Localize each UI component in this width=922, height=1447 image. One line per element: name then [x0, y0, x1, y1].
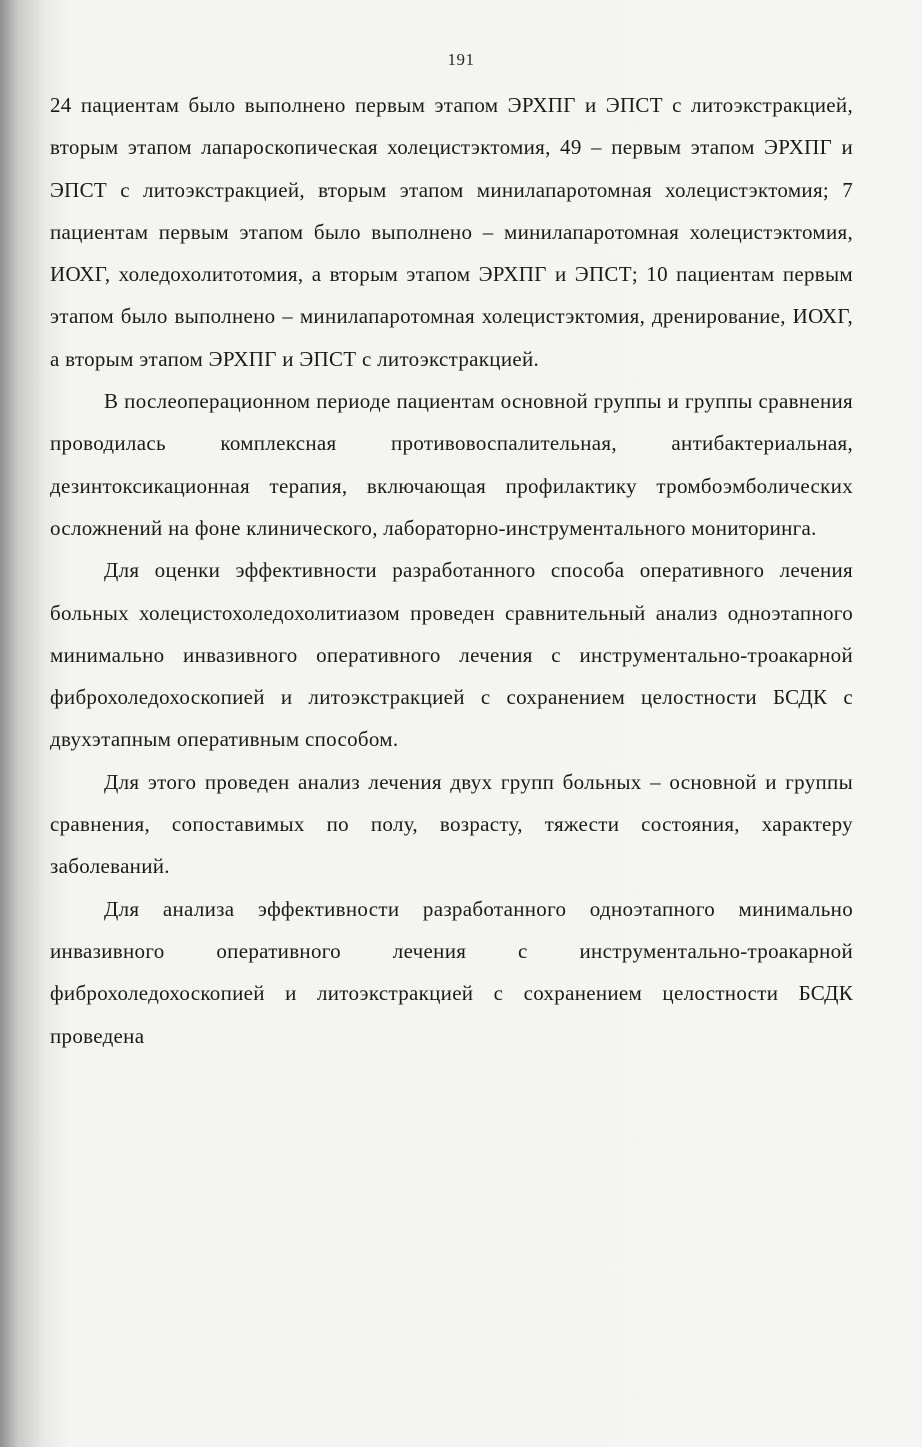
- paragraph-3: Для оценки эффективности разработанного способа оперативного лечения больных холецистохоледохолитиазом проведен сравнительный анализ одноэтапного минимально инвазивного оперативного лечения с инструментально-троакарной фиброхоледохоскопией и литоэкстракцией с сохранением целостности БСДК с двухэтапным оперативным способом.: [50, 558, 853, 752]
- paragraph-1: 24 пациентам было выполнено первым этапом ЭРХПГ и ЭПСТ с литоэкстракцией, вторым этапом лапароскопическая холецистэктомия, 49 – первым этапом ЭРХПГ и ЭПСТ с литоэкстракцией, вторым этапом минилапаротомная холецистэктомия; 7 пациентам первым этапом было выполнено – минилапаротомная холецистэктомия, ИОХГ, холедохолитотомия, а вторым этапом ЭРХПГ и ЭПСТ; 10 пациентам первым этапом было выполнено – минилапаротомная холецистэктомия, дренирование, ИОХГ, а вторым этапом ЭРХПГ и ЭПСТ с литоэкстракцией.: [50, 93, 853, 371]
- paragraph-5: Для анализа эффективности разработанного одноэтапного минимально инвазивного оперативного лечения с инструментально-троакарной фиброхоледохоскопией и литоэкстракцией с сохранением целостности БСДК проведена: [50, 896, 853, 1048]
- paragraph-2: В послеоперационном периоде пациентам основной группы и группы сравнения проводилась комплексная противовоспалительная, антибактериальная, дезинтоксикационная терапия, включающая профилактику тромбоэмболических осложнений на фоне клинического, лабораторно-инструментального мониторинга.: [50, 389, 853, 540]
- paragraph-4: Для этого проведен анализ лечения двух групп больных – основной и группы сравнения, сопоставимых по полу, возрасту, тяжести состояния, характеру заболеваний.: [50, 769, 853, 879]
- body-text: [50, 84, 853, 1057]
- page-number: 191: [447, 50, 475, 69]
